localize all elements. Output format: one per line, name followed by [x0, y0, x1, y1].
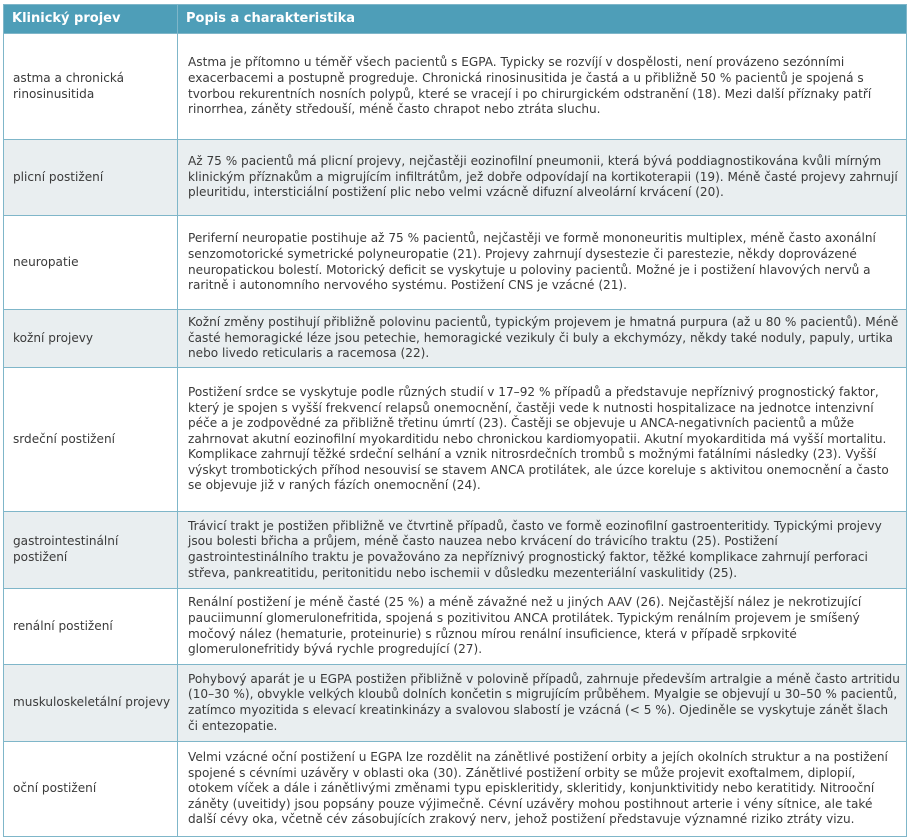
- manifestation-cell: srdeční postižení: [4, 368, 178, 512]
- manifestation-cell: gastrointestinální postižení: [4, 512, 178, 589]
- manifestation-cell: astma a chronická rinosinusitida: [4, 34, 178, 140]
- table-row: [4, 310, 907, 368]
- description-cell: Periferní neuropatie postihuje až 75 % pacientů, nejčastěji ve formě mononeuritis multiplex, méně často axonální senzomotorické symetrické polyneuropatie (21). Projevy zahrnují dysestezie či parestezie, někdy doprovázené neuropatickou bolestí. Motorický deficit se vyskytuje u poloviny pacientů. Možné je i postižení hlavových nervů a raritně i autonomního nervového systému. Postižení CNS je vzácné (21).: [178, 216, 907, 310]
- description-cell: Pohybový aparát je u EGPA postižen přibližně v polovině případů, zahrnuje především artralgie a méně často artritidu (10–30 %), obvykle velkých kloubů dolních končetin s migrujícím průběhem. Myalgie se objevují u 30–50 % pacientů, zatímco myozitida s elevací kreatinkinázy a svalovou slabostí je vzácná (< 5 %). Ojediněle se vyskytuje zánět šlach či entezopatie.: [178, 665, 907, 742]
- header-description: Popis a charakteristika: [178, 5, 907, 34]
- table-row: [4, 34, 907, 140]
- table-row: [4, 140, 907, 216]
- description-cell: Kožní změny postihují přibližně polovinu pacientů, typickým projevem je hmatná purpura (až u 80 % pacientů). Méně časté hemoragické léze jsou petechie, hemoragické vezikuly či buly a ekchymózy, někdy také noduly, papuly, urtika nebo livedo reticularis a racemosa (22).: [178, 310, 907, 368]
- manifestation-cell: plicní postižení: [4, 140, 178, 216]
- header-clinical-manifestation: Klinický projev: [4, 5, 178, 34]
- description-cell: Astma je přítomno u téměř všech pacientů s EGPA. Typicky se rozvíjí v dospělosti, není provázeno sezónními exacerbacemi a postupně progreduje. Chronická rinosinusitida je častá a u přibližně 50 % pacientů je spojená s tvorbou rekurentních nosních polypů, které se vracejí i po chirurgickém odstranění (18). Mezi další příznaky patří rinorrhea, záněty středouší, méně často chrapot nebo ztráta sluchu.: [178, 34, 907, 140]
- manifestation-cell: neuropatie: [4, 216, 178, 310]
- description-cell: Postižení srdce se vyskytuje podle různých studií v 17–92 % případů a představuje nepříznivý prognostický faktor, který je spojen s vyšší frekvencí relapsů onemocnění, častěji vede k nutnosti hospitalizace na jednotce intenzivní péče a je zodpovědné za přibližně třetinu úmrtí (23). Častěji se objevuje u ANCA-negativních pacientů a může zahrnovat akutní eozinofilní myokarditidu nebo chronickou kardiomyopatii. Akutní myokarditida má vyšší mortalitu. Komplikace zahrnují těžké srdeční selhání a vznik nitrosrdečních trombů s možnými fatálními následky (23). Vyšší výskyt trombotických příhod nesouvisí se stavem ANCA protilátek, ale úzce koreluje s aktivitou onemocnění a často se objevuje již v raných fázích onemocnění (24).: [178, 368, 907, 512]
- table-row: [4, 216, 907, 310]
- manifestation-cell: renální postižení: [4, 589, 178, 665]
- description-cell: Velmi vzácné oční postižení u EGPA lze rozdělit na zánětlivé postižení orbity a jejích okolních struktur a na postižení spojené s cévními uzávěry v oblasti oka (30). Zánětlivé postižení orbity se může projevit exoftalmem, diplopií, otokem víček a dále i zánětlivými změnami typu episkleritidy, skleritidy, konjunktivitidy nebo keratitidy. Nitrooční záněty (uveitidy) jsou popsány pouze výjimečně. Cévní uzávěry mohou postihnout arterie i vény sítnice, ale také další cévy oka, včetně cév zásobujících zrakový nerv, jehož postižení představuje významné riziko ztráty vizu.: [178, 742, 907, 837]
- table-row: [4, 512, 907, 589]
- table-header-row: [4, 5, 907, 34]
- clinical-manifestations-table: [3, 4, 907, 837]
- description-cell: Trávicí trakt je postižen přibližně ve čtvrtině případů, často ve formě eozinofilní gastroenteritidy. Typickými projevy jsou bolesti břicha a průjem, méně často nauzea nebo krvácení do trávicího traktu (25). Postižení gastrointestinálního traktu je považováno za nepříznivý prognostický faktor, těžké komplikace zahrnují perforaci střeva, pankreatitidu, peritonitidu nebo ischemii v důsledku mezenteriální vaskulitidy (25).: [178, 512, 907, 589]
- table-row: [4, 665, 907, 742]
- manifestation-cell: muskuloskeletální projevy: [4, 665, 178, 742]
- table-row: [4, 589, 907, 665]
- table-row: [4, 742, 907, 837]
- manifestation-cell: oční postižení: [4, 742, 178, 837]
- description-cell: Až 75 % pacientů má plicní projevy, nejčastěji eozinofilní pneumonii, která bývá poddiagnostikována kvůli mírným klinickým příznakům a migrujícím infiltrátům, jež dobře odpovídají na kortikoterapii (19). Méně časté projevy zahrnují pleuritidu, intersticiální postižení plic nebo velmi vzácně difuzní alveolární krvácení (20).: [178, 140, 907, 216]
- manifestation-cell: kožní projevy: [4, 310, 178, 368]
- table-row: [4, 368, 907, 512]
- description-cell: Renální postižení je méně časté (25 %) a méně závažné než u jiných AAV (26). Nejčastější nález je nekrotizující pauciimunní glomerulonefritida, spojená s pozitivitou ANCA protilátek. Typickým renálním projevem je smíšený močový nález (hematurie, proteinurie) s různou mírou renální insuficience, která v případě srpkovité glomerulonefritidy bývá rychle progredující (27).: [178, 589, 907, 665]
